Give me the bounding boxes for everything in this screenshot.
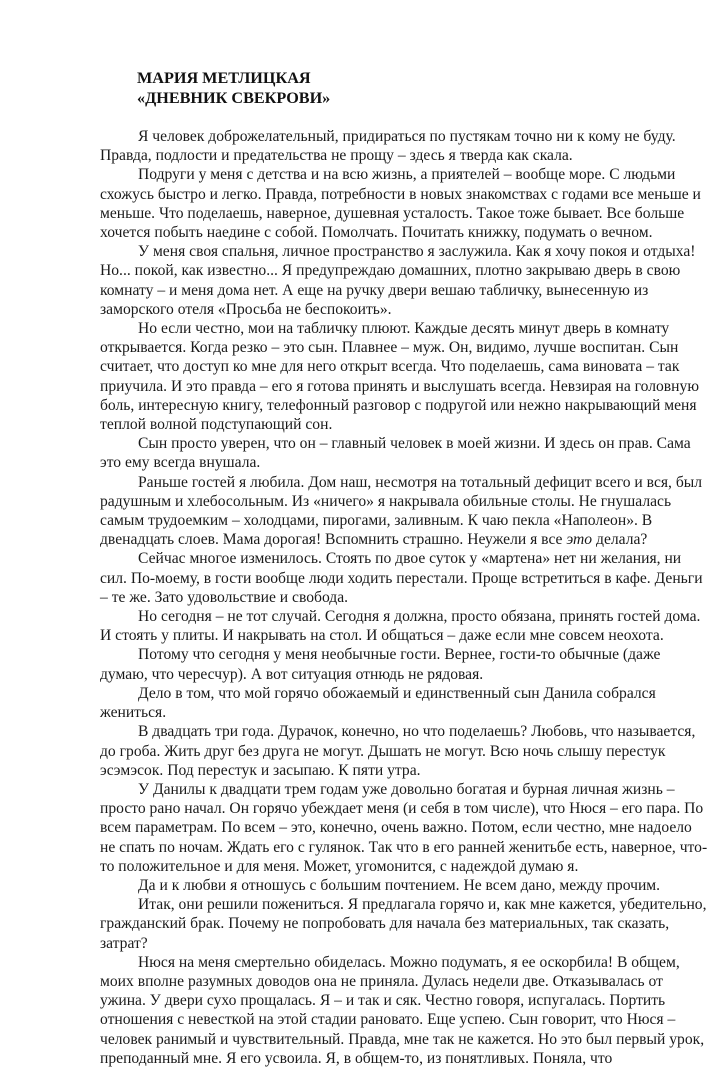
text-line: У Данилы к двадцати трем годам уже довольно богатая и бурная личная жизнь –: [138, 780, 675, 798]
text-line: преподанный мне. Я его усвоила. Я, в общем-то, из понятливых. Поняла, что: [100, 1049, 613, 1067]
text-line: заморского отеля «Просьба не беспокоить».: [100, 300, 392, 318]
text-line: отношения с невесткой на этой стадии рановато. Еще успею. Сын говорит, что Нюся –: [100, 1011, 676, 1029]
paragraph: [100, 895, 707, 953]
text-line: боль, интересную книгу, телефонный разговор с подругой или нежно накрывающий меня: [100, 396, 697, 414]
text-line: Раньше гостей я любила. Дом наш, несмотря на тотальный дефицит всего и вся, был: [138, 473, 703, 491]
text-line: это ему всегда внушала.: [100, 454, 261, 472]
text-line: хочется побыть наедине с собой. Помолчать. Почитать книжку, подумать о вечном.: [100, 224, 653, 242]
text-line: Итак, они решили пожениться. Я предлагала горячо и, как мне кажется, убедительно,: [138, 896, 707, 914]
text-line: Сын просто уверен, что он – главный человек в моей жизни. И здесь он прав. Сама: [138, 435, 691, 453]
author-name: МАРИЯ МЕТЛИЦКАЯ: [137, 69, 311, 87]
emphasis: это: [566, 531, 593, 549]
text-line: считает, что доступ ко мне для него открыт всегда. Что поделаешь, сама виновата – так: [100, 358, 680, 376]
text-line: до гроба. Жить друг без друга не могут. Дышать не могут. Всю ночь слышу перестук: [100, 742, 666, 760]
text-line: самым трудоемким – холодцами, пирогами, заливным. К чаю пекла «Наполеон». В: [100, 512, 653, 530]
text-line: комнату – и меня дома нет. А еще на ручку двери вешаю табличку, вынесенную из: [100, 281, 649, 299]
text-line: Но сегодня – не тот случай. Сегодня я должна, просто обязана, принять гостей дома.: [138, 608, 701, 626]
paragraph: [100, 876, 682, 895]
text-line: меньше. Что поделаешь, наверное, душевная усталость. Такое тоже бывает. Все больше: [100, 204, 685, 222]
text-line: Подруги у меня с детства и на всю жизнь, а приятелей – вообще море. С людьми: [138, 166, 676, 184]
text-line: Но... покой, как известно... Я предупреждаю домашних, плотно закрываю дверь в свою: [100, 262, 681, 280]
text-line: открывается. Когда резко – это сын. Плавнее – муж. Он, видимо, лучше воспитан. Сын: [100, 339, 679, 357]
paragraph: [100, 127, 682, 165]
body-text: [100, 127, 708, 1068]
text-line: приучила. И это правда – его я готова принять и выслушать всегда. Невзирая на головную: [100, 377, 699, 395]
text-line: моих вполне разумных доводов она не приняла. Дулась недели две. Отказывалась от: [100, 972, 663, 990]
text-line: то положительное и для меня. Может, угомонится, с надеждой думаю я.: [100, 857, 579, 875]
text-line: – те же. Зато удовольствие и свобода.: [100, 588, 349, 606]
text-line: Дело в том, что мой горячо обожаемый и единственный сын Данила собрался: [138, 684, 656, 702]
paragraph: [100, 645, 682, 683]
text-line: сил. По-моему, в гости вообще люди ходить перестали. Проще встретиться в кафе. Деньги: [100, 569, 703, 587]
text-line: двенадцать слоев. Мама дорогая! Вспомнить страшно. Неужели я все это делала?: [100, 531, 648, 549]
text-line: У меня своя спальня, личное пространство я заслужила. Как я хочу покоя и отдыха!: [138, 243, 696, 261]
paragraph: [100, 549, 703, 607]
text-line: думаю, что чересчур). А вот ситуация отнюдь не рядовая.: [100, 665, 484, 683]
text-line: затрат?: [100, 934, 148, 952]
text-line: теплой волной подступающий сон.: [100, 416, 333, 434]
text-line: И стоять у плиты. И накрывать на стол. И общаться – даже если мне совсем неохота.: [100, 627, 664, 645]
paragraph: [100, 473, 703, 550]
text-line: эсэмэсок. Под перестук и засыпаю. К пяти утра.: [100, 761, 421, 779]
paragraph: [100, 722, 696, 780]
text-line: В двадцать три года. Дурачок, конечно, но что поделаешь? Любовь, что называется,: [138, 723, 696, 741]
text-line: ужина. У двери сухо прощалась. Я – и так и сяк. Честно говоря, испугалась. Портить: [100, 992, 666, 1010]
text-line: жениться.: [100, 704, 167, 722]
text-line: Я человек доброжелательный, придираться по пустякам точно ни к кому не буду.: [138, 128, 676, 145]
text-line: Да и к любви я отношусь с большим почтением. Не всем дано, между прочим.: [138, 876, 661, 894]
paragraph: [100, 319, 699, 434]
paragraph: [100, 684, 682, 722]
text-line: Правда, подлости и предательства не прощу – здесь я тверда как скала.: [100, 147, 573, 165]
text-line: человек ранимый и чувствительный. Правда, мне так не кажется. Но это был первый урок,: [100, 1030, 705, 1048]
book-title: «ДНЕВНИК СВЕКРОВИ»: [137, 89, 331, 107]
text-line: схожусь быстро и легко. Правда, потребности в новых знакомствах с годами все меньше и: [100, 185, 701, 203]
paragraph: [100, 165, 701, 242]
text-line: гражданский брак. Почему не попробовать для начала без материальных, так сказать,: [100, 915, 670, 933]
paragraph: [100, 434, 691, 472]
text-line: просто рано начал. Он горячо убеждает меня (и себя в том числе), что Нюся – его пара. По: [100, 800, 704, 818]
paragraph: [100, 607, 701, 645]
document-page: [100, 68, 708, 1068]
text-line: Но если честно, мои на табличку плюют. Каждые десять минут дверь в комнату: [138, 320, 670, 338]
text-line: не спать по ночам. Ждать его с гулянок. Так что в его ранней женитьбе есть, наверное, что-: [100, 838, 708, 856]
title-block: [137, 68, 682, 108]
paragraph: [100, 242, 696, 319]
text-line: Сейчас многое изменилось. Стоять по двое суток у «мартена» нет ни желания, ни: [138, 550, 682, 568]
text-line: Потому что сегодня у меня необычные гости. Вернее, гости-то обычные (даже: [138, 646, 661, 664]
text-line: Нюся на меня смертельно обиделась. Можно подумать, я ее оскорбила! В общем,: [138, 953, 680, 971]
text-line: всем параметрам. По всем – это, конечно, очень важно. Потом, если честно, мне надоело: [100, 819, 692, 837]
paragraph: [100, 953, 705, 1068]
text-line: радушным и хлебосольным. Из «ничего» я накрывала обильные столы. Не гнушалась: [100, 492, 672, 510]
paragraph: [100, 780, 708, 876]
